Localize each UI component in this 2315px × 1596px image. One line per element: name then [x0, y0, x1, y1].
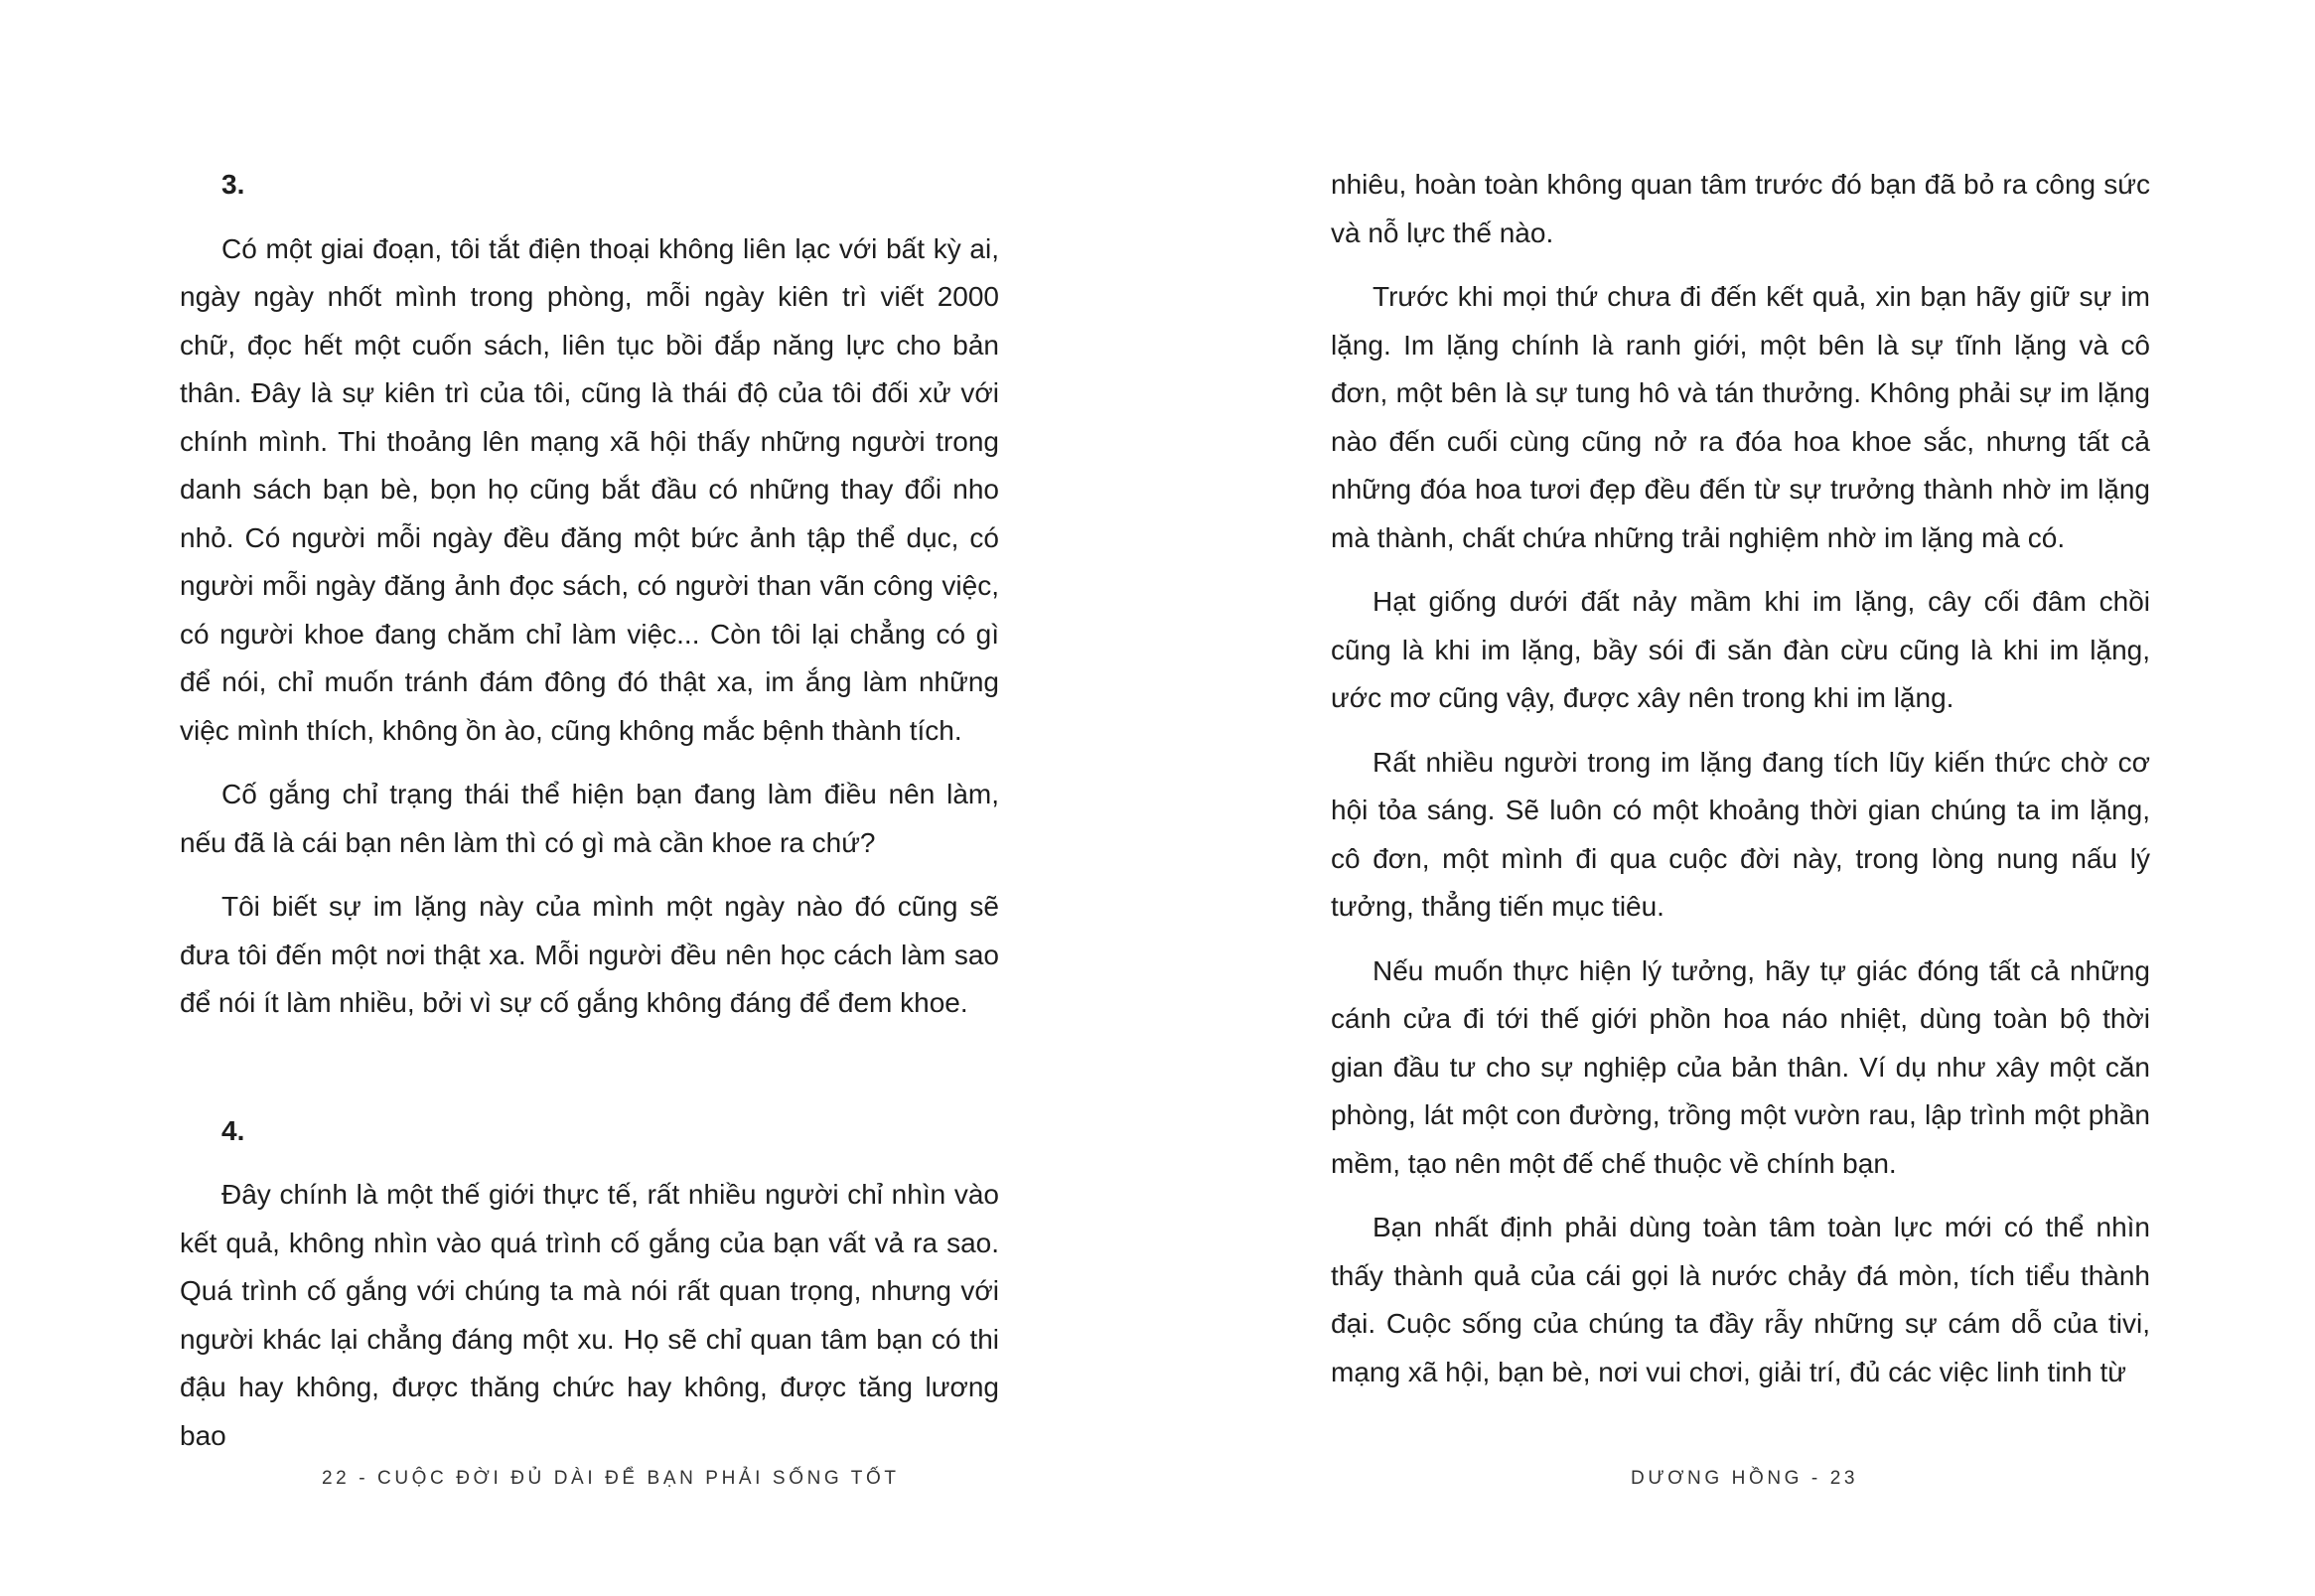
paragraph: Hạt giống dưới đất nảy mầm khi im lặng, cây cối đâm chồi cũng là khi im lặng, bầy sói đi săn đàn cừu cũng là khi im lặng, ước mơ cũng vậy, được xây nên trong khi im lặng.	[1331, 586, 2150, 713]
left-page-footer: 22 - CUỘC ĐỜI ĐỦ DÀI ĐỂ BẠN PHẢI SỐNG TỐT	[322, 1468, 900, 1489]
paragraph: Nếu muốn thực hiện lý tưởng, hãy tự giác đóng tất cả những cánh cửa đi tới thế giới phồn hoa náo nhiệt, dùng toàn bộ thời gian đầu tư cho sự nghiệp của bản thân. Ví dụ như xây một căn phòng, lát một con đường, trồng một vườn rau, lập trình một phần mềm, tạo nên một đế chế thuộc về chính bạn.	[1331, 954, 2150, 1179]
paragraph: Rất nhiều người trong im lặng đang tích lũy kiến thức chờ cơ hội tỏa sáng. Sẽ luôn có một khoảng thời gian chúng ta im lặng, cô đơn, một mình đi qua cuộc đời này, trong lòng nung nấu lý tưởng, thẳng tiến mục tiêu.	[1331, 746, 2150, 922]
section-4-heading: 4.	[221, 1114, 245, 1146]
left-page	[0, 0, 1157, 1596]
paragraph: Tôi biết sự im lặng này của mình một ngày nào đó cũng sẽ đưa tôi đến một nơi thật xa. Mỗi người đều nên học cách làm sao để nói ít làm nhiều, bởi vì sự cố gắng không đáng để đem khoe.	[180, 891, 999, 1018]
section-spacer	[180, 1044, 999, 1107]
paragraph: Trước khi mọi thứ chưa đi đến kết quả, xin bạn hãy giữ sự im lặng. Im lặng chính là ranh giới, một bên là sự tĩnh lặng và cô đơn, một bên là sự tung hô và tán thưởng. Không phải sự im lặng nào đến cuối cùng cũng nở ra đóa hoa khoe sắc, nhưng tất cả những đóa hoa tươi đẹp đều đến từ sự trưởng thành nhờ im lặng mà thành, chất chứa những trải nghiệm nhờ im lặng mà có.	[1331, 281, 2150, 553]
paragraph: Bạn nhất định phải dùng toàn tâm toàn lực mới có thể nhìn thấy thành quả của cái gọi là nước chảy đá mòn, tích tiểu thành đại. Cuộc sống của chúng ta đầy rẫy những sự cám dỗ của tivi, mạng xã hội, bạn bè, nơi vui chơi, giải trí, đủ các việc linh tinh từ	[1331, 1212, 2150, 1387]
paragraph: Cố gắng chỉ trạng thái thể hiện bạn đang làm điều nên làm, nếu đã là cái bạn nên làm thì có gì mà cần khoe ra chứ?	[180, 779, 999, 858]
right-text-block	[1331, 161, 2150, 1412]
paragraph: Đây chính là một thế giới thực tế, rất nhiều người chỉ nhìn vào kết quả, không nhìn vào quá trình cố gắng của bạn vất vả ra sao. Quá trình cố gắng với chúng ta mà nói rất quan trọng, nhưng với người khác lại chẳng đáng một xu. Họ sẽ chỉ quan tâm bạn có thi đậu hay không, được thăng chức hay không, được tăng lương bao	[180, 1179, 999, 1451]
left-text-block	[180, 161, 999, 1476]
paragraph: Có một giai đoạn, tôi tắt điện thoại không liên lạc với bất kỳ ai, ngày ngày nhốt mình trong phòng, mỗi ngày kiên trì viết 2000 chữ, đọc hết một cuốn sách, liên tục bồi đắp năng lực cho bản thân. Đây là sự kiên trì của tôi, cũng là thái độ của tôi đối xử với chính mình. Thi thoảng lên mạng xã hội thấy những người trong danh sách bạn bè, bọn họ cũng bắt đầu có những thay đổi nho nhỏ. Có người mỗi ngày đều đăng một bức ảnh tập thể dục, có người mỗi ngày đăng ảnh đọc sách, có người than vãn công việc, có người khoe đang chăm chỉ làm việc... Còn tôi lại chẳng có gì để nói, chỉ muốn tránh đám đông đó thật xa, im ắng làm những việc mình thích, không ồn ào, cũng không mắc bệnh thành tích.	[180, 232, 999, 746]
right-page	[1158, 0, 2315, 1596]
continued-paragraph: nhiêu, hoàn toàn không quan tâm trước đó bạn đã bỏ ra công sức và nỗ lực thế nào.	[1331, 169, 2150, 248]
right-page-footer: DƯƠNG HỒNG - 23	[1631, 1468, 1859, 1489]
section-3-heading: 3.	[221, 169, 245, 200]
